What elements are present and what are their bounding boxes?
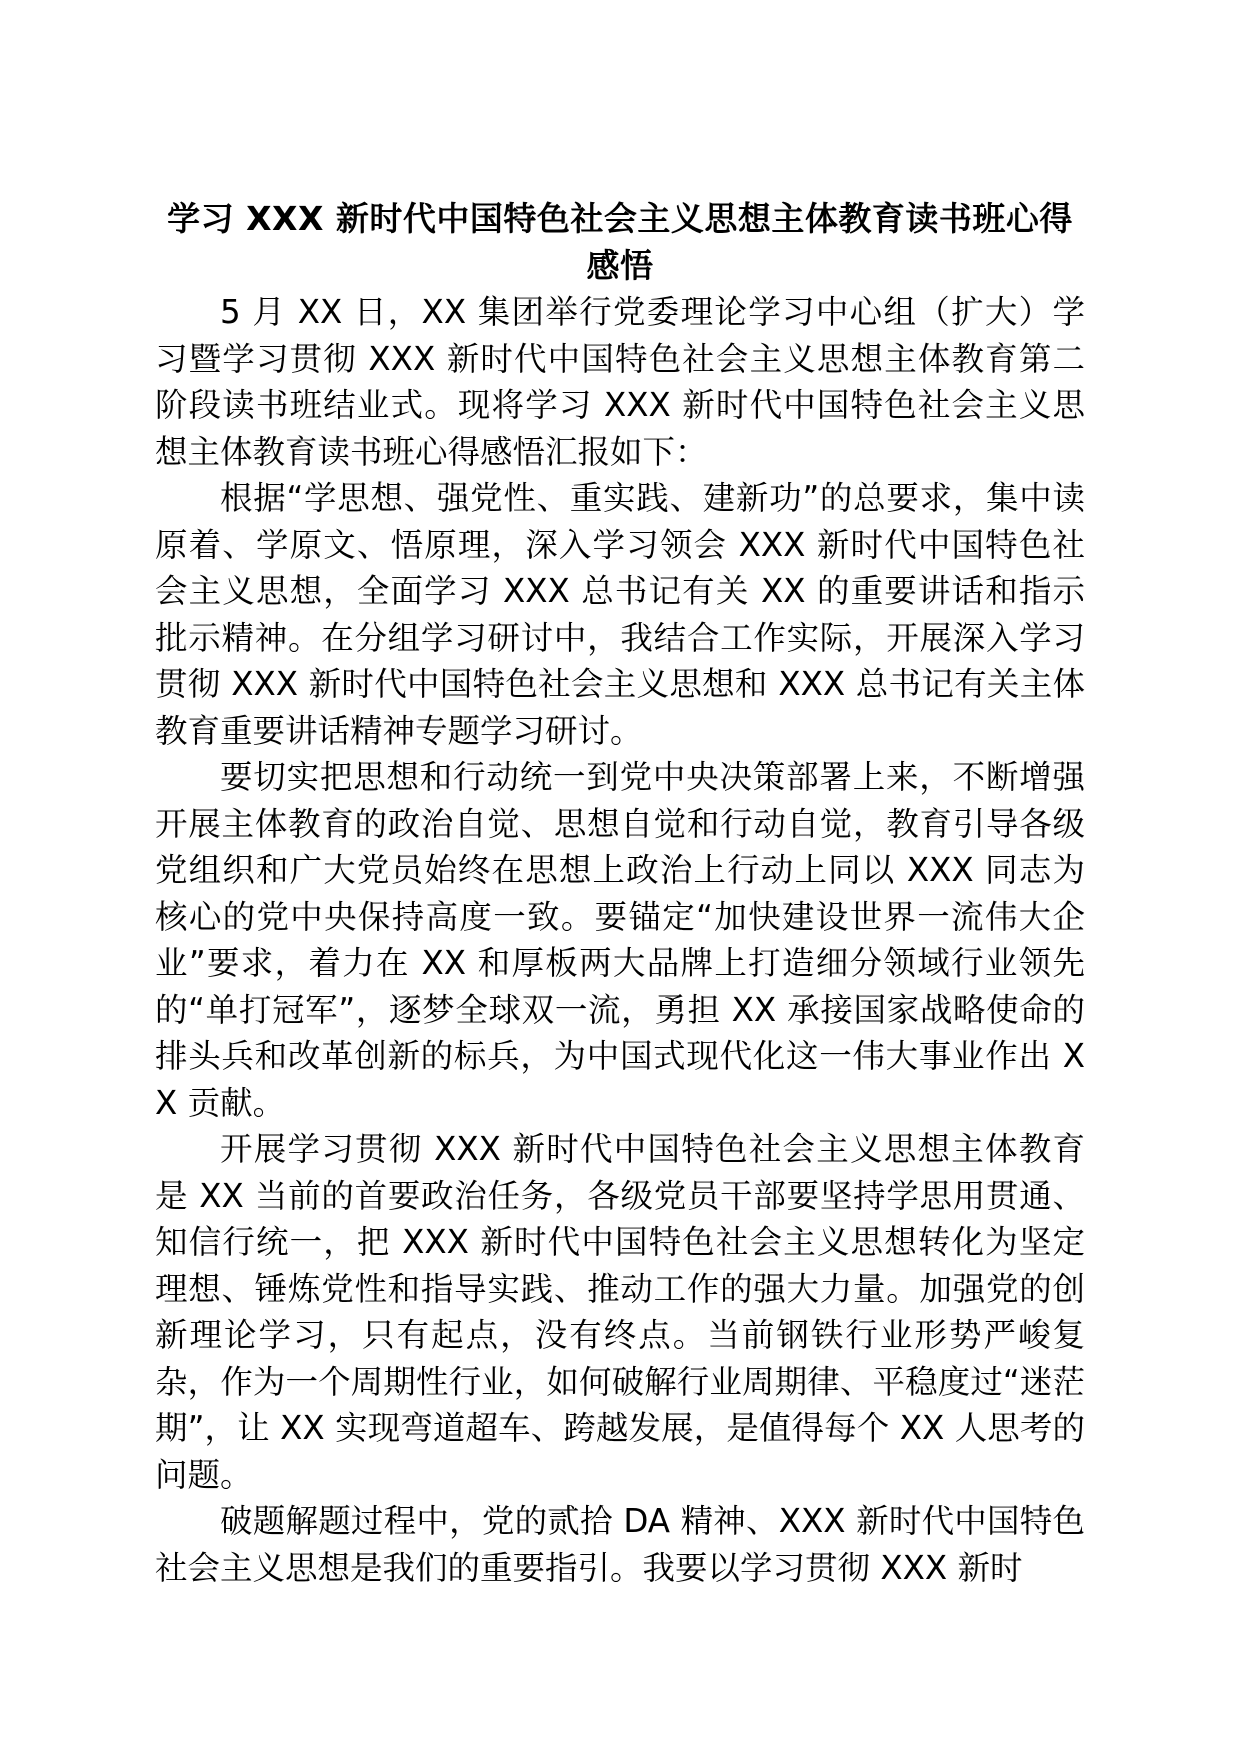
paragraph-political-task: 开展学习贯彻 XXX 新时代中国特色社会主义思想主体教育是 XX 当前的首要政治任务，各级党员干部要坚持学思用贯通、知信行统一，把 XXX 新时代中国特色社会主义思想转化为坚定理想、锤炼党性和指导实践、推动工作的强大力量。加强党的创新理论学习，只有起点，没有终点。当前钢铁行业形势严峻复杂，作为一个周期性行业，如何破解行业周期律、平稳度过“迷茫期”，让 XX 实现弯道超车、跨越发展，是值得每个 XX 人思考的问题。 — [155, 1130, 1085, 1494]
paragraph-unify-thinking: 要切实把思想和行动统一到党中央决策部署上来，不断增强开展主体教育的政治自觉、思想自觉和行动自觉，教育引导各级党组织和广大党员始终在思想上政治上行动上同以 XXX 同志为核心的党中央保持高度一致。要锚定“加快建设世界一流伟大企业”要求，着力在 XX 和厚板两大品牌上打造细分领域行业领先的“单打冠军”，逐梦全球双一流，勇担 XX 承接国家战略使命的排头兵和改革创新的标兵，为中国式现代化这一伟大事业作出 XX 贡献。 — [155, 758, 1085, 1122]
document-body — [155, 195, 1085, 1591]
paragraph-intro: 5 月 XX 日，XX 集团举行党委理论学习中心组（扩大）学习暨学习贯彻 XXX 新时代中国特色社会主义思想主体教育第二阶段读书班结业式。现将学习 XXX 新时代中国特色社会主义思想主体教育读书班心得感悟汇报如下： — [155, 293, 1085, 471]
paragraph-guidance: 破题解题过程中，党的贰拾 DA 精神、XXX 新时代中国特色社会主义思想是我们的重要指引。我要以学习贯彻 XXX 新时 — [155, 1502, 1085, 1587]
paragraph-study-requirements: 根据“学思想、强党性、重实践、建新功”的总要求，集中读原着、学原文、悟原理，深入学习领会 XXX 新时代中国特色社会主义思想，全面学习 XXX 总书记有关 XX 的重要讲话和指示批示精神。在分组学习研讨中，我结合工作实际，开展深入学习贯彻 XXX 新时代中国特色社会主义思想和 XXX 总书记有关主体教育重要讲话精神专题学习研讨。 — [155, 479, 1085, 750]
document-title: 学习 XXX 新时代中国特色社会主义思想主体教育读书班心得感悟 — [167, 199, 1073, 285]
